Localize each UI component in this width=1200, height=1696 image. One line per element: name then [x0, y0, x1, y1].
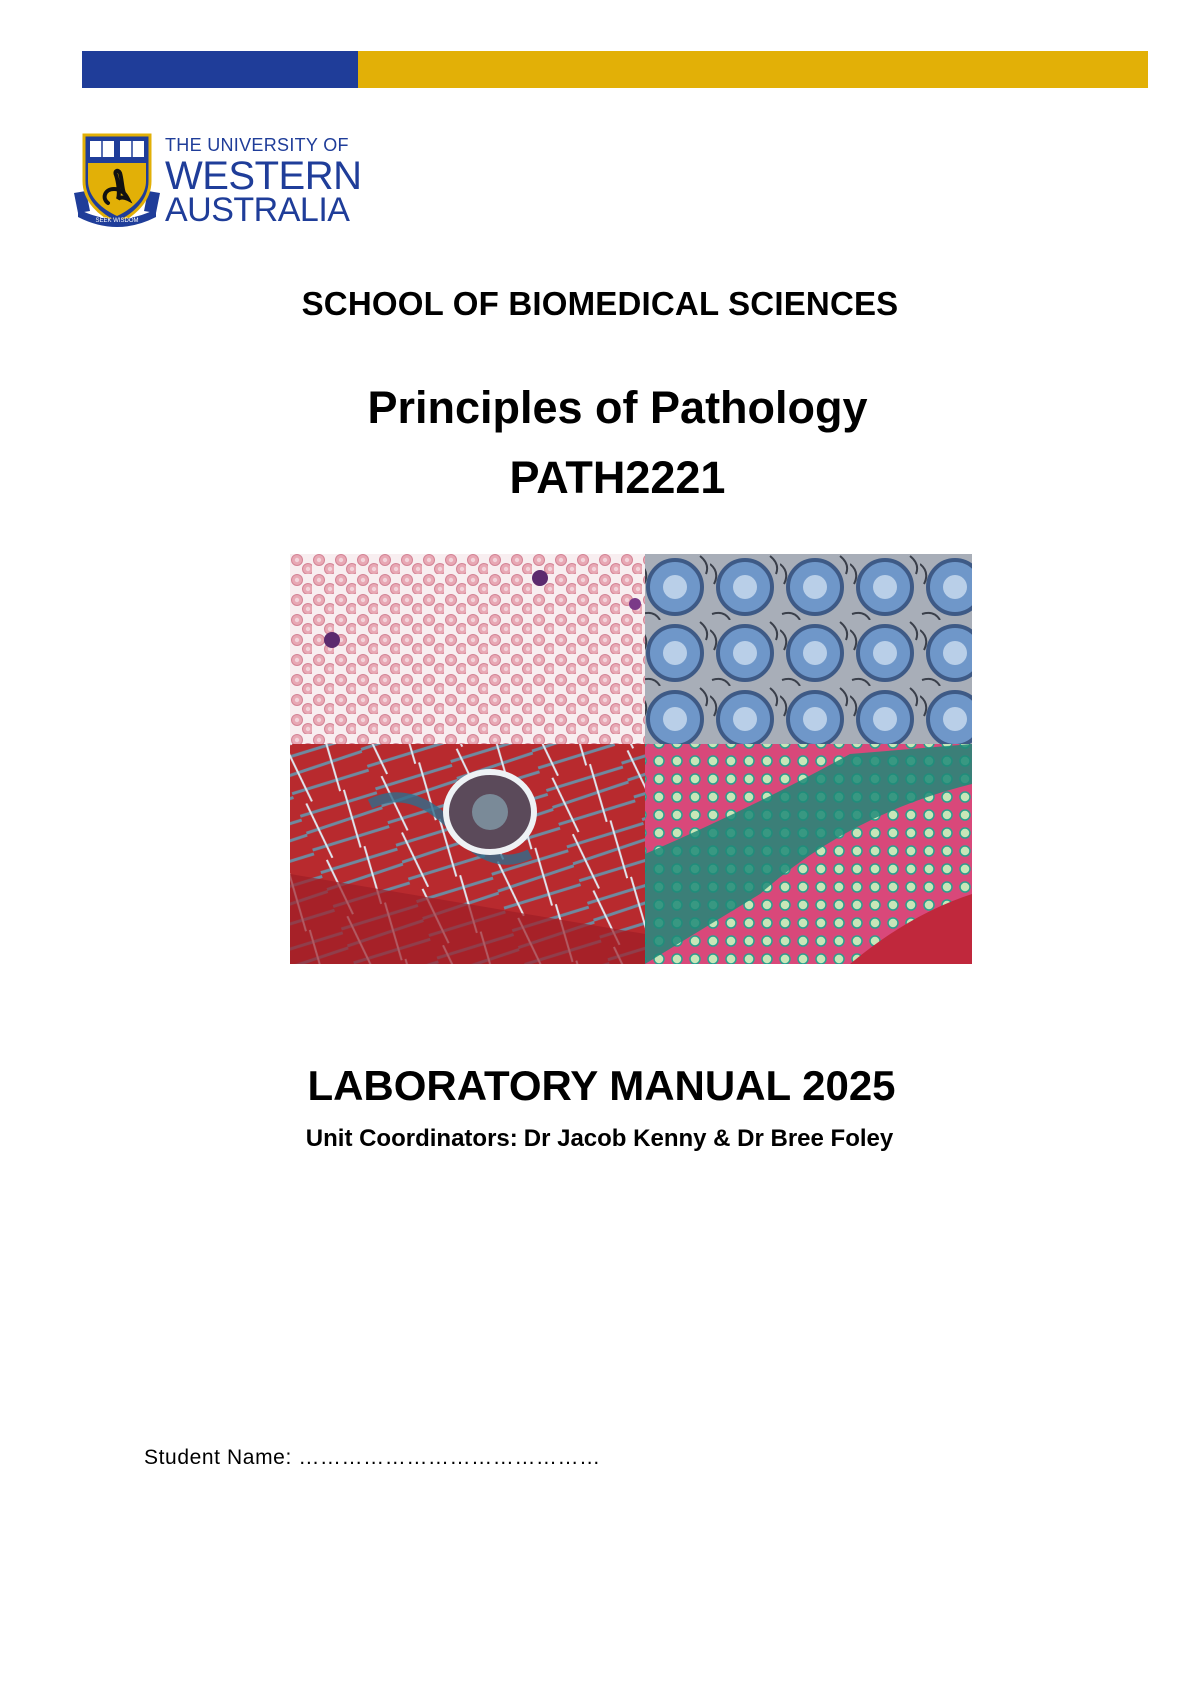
- student-name-label: Student Name:: [144, 1446, 292, 1469]
- logo-line-1: THE UNIVERSITY OF: [165, 135, 349, 155]
- logo-line-3: AUSTRALIA: [165, 191, 350, 229]
- unit-title: Principles of Pathology: [367, 382, 868, 433]
- university-wordmark: [165, 133, 362, 227]
- colon-glands-image: [645, 554, 972, 744]
- manual-title: LABORATORY MANUAL 2025: [307, 1062, 896, 1109]
- svg-text:SEEK WISDOM: SEEK WISDOM: [95, 218, 139, 224]
- coordinators-label: Unit Coordinators:: [305, 1125, 518, 1152]
- uwa-crest-icon: [72, 133, 162, 233]
- muscle-trichrome-image: [290, 744, 645, 964]
- school-name: SCHOOL OF BIOMEDICAL SCIENCES: [301, 285, 899, 322]
- top-bar-gold: [358, 51, 1148, 88]
- micrograph-collage: [290, 554, 972, 964]
- unit-code: PATH2221: [509, 452, 726, 503]
- student-name-field[interactable]: [144, 1446, 601, 1470]
- top-color-bar: [82, 51, 1148, 88]
- logo-line-2: WESTERN: [165, 154, 362, 198]
- coordinators-line: [0, 1125, 1200, 1153]
- coordinators-names: Dr Jacob Kenny & Dr Bree Foley: [523, 1125, 894, 1152]
- blood-smear-image: [290, 554, 645, 744]
- university-logo: [72, 133, 372, 233]
- student-name-blank[interactable]: ……………………………………: [298, 1446, 601, 1469]
- cartilage-image: [645, 744, 972, 964]
- top-bar-blue: [82, 51, 358, 88]
